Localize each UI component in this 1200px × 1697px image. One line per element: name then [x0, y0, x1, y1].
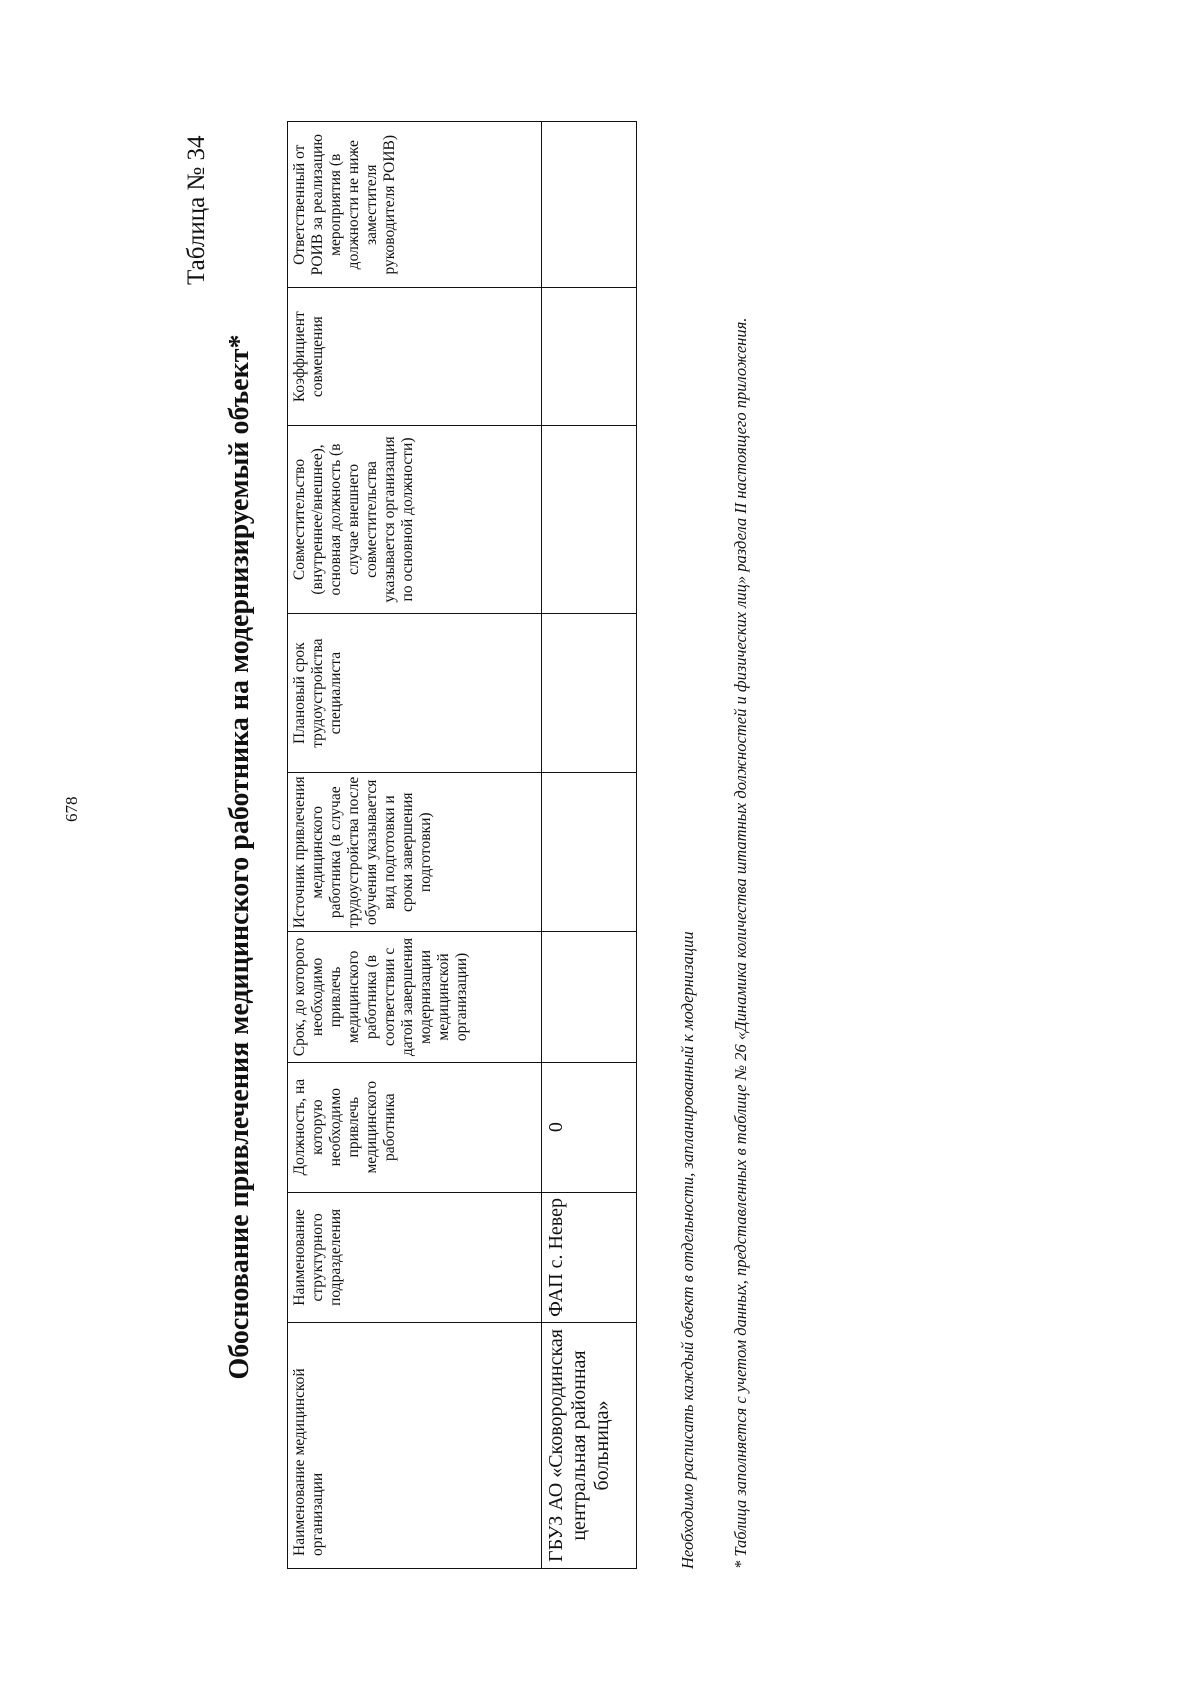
- header-cell-planned-date: Плановый срок трудоустройства специалиста: [288, 614, 542, 773]
- header-cell-responsible: Ответственный от РОИВ за реализацию мероприятия (в должности не ниже заместителя руководителя РОИВ): [288, 122, 542, 288]
- header-cell-coefficient: Коэффициент совмещения: [288, 288, 542, 425]
- header-cell-subdivision: Наименование структурного подразделения: [288, 1192, 542, 1322]
- page-number: 678: [62, 796, 81, 822]
- table-cell: 0: [542, 1062, 637, 1192]
- footnote-table-source: * Таблица заполняется с учетом данных, представленных в таблице № 26 «Динамика количества штатных должностей и физических лиц» раздела II настоящего приложения.: [731, 317, 750, 1569]
- header-cell-combination: Совместительство (внутреннее/внешнее), основная должность (в случае внешнего совместительства указывается организация по основной должности): [288, 425, 542, 613]
- table-cell: ФАП с. Невер: [542, 1192, 637, 1322]
- table-cell: [542, 773, 637, 932]
- header-row: [288, 122, 542, 1569]
- table-cell: [542, 122, 637, 288]
- document-title: Обоснование привлечения медицинского работника на модернизируемый объект*: [224, 334, 255, 1380]
- table-cell: [542, 614, 637, 773]
- note-schedule-each-object: Необходимо расписать каждый объект в отдельности, запланированный к модернизации: [678, 931, 697, 1569]
- header-cell-organization: Наименование медицинской организации: [288, 1323, 542, 1569]
- table-row: [542, 122, 637, 1569]
- header-cell-deadline: Срок, до которого необходимо привлечь медицинского работника (в соответствии с датой завершения модернизации медицинской организации): [288, 932, 542, 1062]
- data-table: [287, 121, 637, 1569]
- header-cell-source: Источник привлечения медицинского работника (в случае трудоустройства после обучения указывается вид подготовки и сроки завершения подготовки): [288, 773, 542, 932]
- table-cell: [542, 425, 637, 613]
- table-cell: [542, 288, 637, 425]
- table-cell: [542, 932, 637, 1062]
- table-cell: ГБУЗ АО «Сковородинская центральная районная больница»: [542, 1323, 637, 1569]
- table-number: Таблица № 34: [183, 135, 210, 285]
- header-cell-position: Должность, на которую необходимо привлечь медицинского работника: [288, 1062, 542, 1192]
